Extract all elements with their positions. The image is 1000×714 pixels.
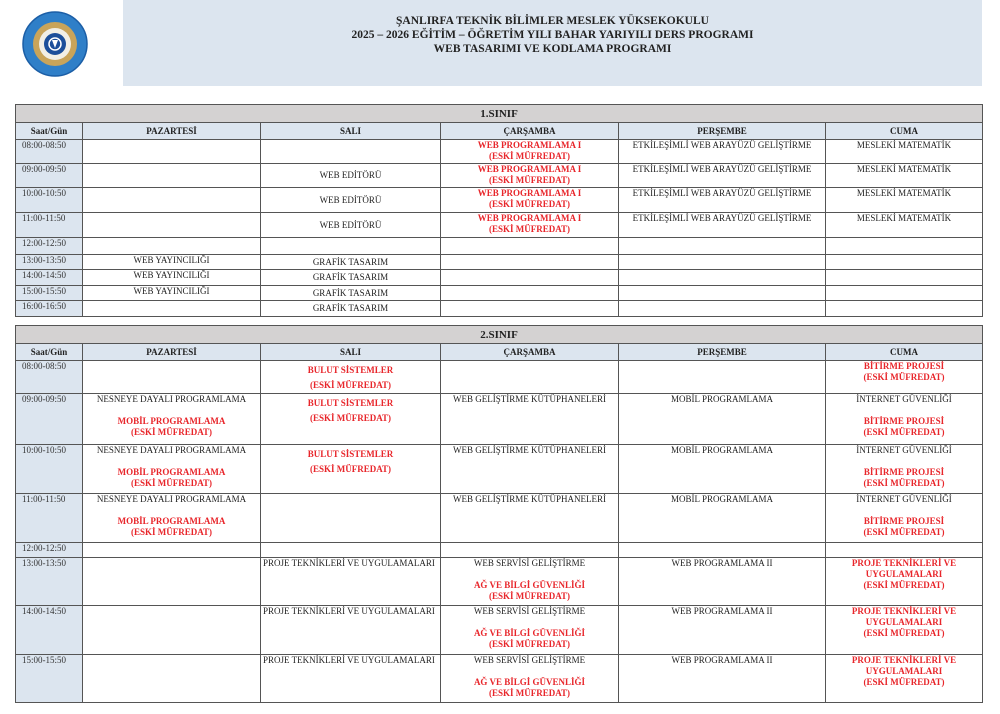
course-name-old-curriculum: PROJE TEKNİKLERİ VE: [851, 655, 957, 665]
cell-tuesday: [261, 213, 441, 238]
cell-tuesday: [261, 140, 441, 164]
time-slot: 12:00-12:50: [16, 238, 83, 255]
table-row: [16, 606, 983, 655]
time-slot: 11:00-11:50: [16, 213, 83, 238]
cell-friday: [826, 164, 983, 188]
course-name: WEB SERVİSİ GELİŞTİRME: [473, 558, 586, 568]
cell-friday: [826, 286, 983, 301]
course-name: MOBİL PROGRAMLAMA: [671, 445, 773, 455]
cell-friday: [826, 255, 983, 270]
table-row: [16, 361, 983, 394]
course-name-old-curriculum: (ESKİ MÜFREDAT): [863, 427, 945, 437]
line-spacer: [443, 666, 616, 677]
course-name: PROJE TEKNİKLERİ VE UYGULAMALARI: [263, 606, 435, 616]
course-name: ETKİLEŞİMLİ WEB ARAYÜZÜ GELİŞTİRME: [632, 213, 812, 223]
cell-thursday: [619, 361, 826, 394]
course-name: GRAFİK TASARIM: [312, 303, 389, 313]
course-name: NESNEYE DAYALI PROGRAMLAMA: [96, 394, 247, 404]
table-row: [16, 140, 983, 164]
course-name-old-curriculum: (ESKİ MÜFREDAT): [488, 639, 571, 649]
time-slot: 09:00-09:50: [16, 394, 83, 445]
cell-friday: [826, 394, 983, 445]
line-spacer: [85, 505, 258, 516]
course-name: İNTERNET GÜVENLİĞİ: [856, 494, 952, 504]
header-line-institution: ŞANLIRFA TEKNİK BİLİMLER MESLEK YÜKSEKOKULU: [396, 15, 709, 27]
course-name: ETKİLEŞİMLİ WEB ARAYÜZÜ GELİŞTİRME: [632, 140, 812, 150]
course-name: WEB YAYINCILIĞI: [133, 286, 210, 296]
course-name: İNTERNET GÜVENLİĞİ: [856, 445, 952, 455]
cell-wednesday: [441, 188, 619, 213]
course-name: WEB EDİTÖRÜ: [319, 194, 382, 205]
cell-thursday: [619, 188, 826, 213]
time-slot: 14:00-14:50: [16, 270, 83, 286]
course-name: WEB YAYINCILIĞI: [133, 255, 210, 265]
cell-monday: [83, 188, 261, 213]
course-name: MESLEKİ MATEMATİK: [856, 213, 952, 223]
course-name-old-curriculum: (ESKİ MÜFREDAT): [863, 677, 945, 687]
cell-wednesday: [441, 394, 619, 445]
cell-monday: [83, 255, 261, 270]
course-name-old-curriculum: BULUT SİSTEMLER: [307, 449, 394, 459]
course-name: PROJE TEKNİKLERİ VE UYGULAMALARI: [263, 655, 435, 665]
cell-friday: [826, 213, 983, 238]
course-name-old-curriculum: (ESKİ MÜFREDAT): [130, 478, 213, 488]
course-name-old-curriculum: (ESKİ MÜFREDAT): [488, 151, 571, 161]
course-name: WEB GELİŞTİRME KÜTÜPHANELERİ: [453, 394, 606, 404]
cell-monday: [83, 270, 261, 286]
course-name-old-curriculum: (ESKİ MÜFREDAT): [863, 372, 945, 382]
course-name-old-curriculum: (ESKİ MÜFREDAT): [863, 478, 945, 488]
cell-tuesday: [261, 164, 441, 188]
line-spacer: [85, 456, 258, 467]
course-name-old-curriculum: PROJE TEKNİKLERİ VE: [851, 558, 957, 568]
cell-thursday: [619, 238, 826, 255]
table-row: [16, 238, 983, 255]
cell-monday: [83, 301, 261, 317]
course-name-old-curriculum: (ESKİ MÜFREDAT): [309, 464, 392, 474]
cell-thursday: [619, 301, 826, 317]
course-name-old-curriculum: MOBİL PROGRAMLAMA: [117, 416, 226, 426]
course-name-old-curriculum: BULUT SİSTEMLER: [307, 365, 394, 375]
course-name-old-curriculum: WEB PROGRAMLAMA I: [477, 140, 582, 150]
course-name-old-curriculum: (ESKİ MÜFREDAT): [863, 527, 945, 537]
line-spacer: [828, 505, 980, 516]
cell-friday: [826, 270, 983, 286]
col-header-friday: CUMA: [826, 344, 983, 361]
cell-tuesday: [261, 543, 441, 558]
line-spacer: [443, 569, 616, 580]
cell-tuesday: [261, 361, 441, 394]
cell-thursday: [619, 558, 826, 606]
cell-wednesday: [441, 255, 619, 270]
course-name: WEB EDİTÖRÜ: [319, 170, 382, 180]
course-name: İNTERNET GÜVENLİĞİ: [856, 394, 952, 404]
col-header-tuesday: SALI: [261, 123, 441, 140]
course-name-old-curriculum: MOBİL PROGRAMLAMA: [117, 516, 226, 526]
course-name: WEB PROGRAMLAMA II: [671, 558, 773, 568]
cell-friday: [826, 140, 983, 164]
table-row: [16, 394, 983, 445]
course-name-old-curriculum: (ESKİ MÜFREDAT): [309, 413, 392, 423]
cell-wednesday: [441, 301, 619, 317]
cell-monday: [83, 606, 261, 655]
cell-monday: [83, 655, 261, 703]
table-row: [16, 270, 983, 286]
time-slot: 08:00-08:50: [16, 361, 83, 394]
cell-thursday: [619, 394, 826, 445]
course-name-old-curriculum: (ESKİ MÜFREDAT): [130, 527, 213, 537]
time-slot: 15:00-15:50: [16, 286, 83, 301]
table-row: [16, 255, 983, 270]
cell-friday: [826, 445, 983, 494]
time-slot: 08:00-08:50: [16, 140, 83, 164]
cell-tuesday: [261, 238, 441, 255]
course-name: ETKİLEŞİMLİ WEB ARAYÜZÜ GELİŞTİRME: [632, 188, 812, 198]
table-row: [16, 543, 983, 558]
cell-wednesday: [441, 543, 619, 558]
course-name: NESNEYE DAYALI PROGRAMLAMA: [96, 445, 247, 455]
table-row: [16, 286, 983, 301]
table-row: [16, 188, 983, 213]
course-name-old-curriculum: AĞ VE BİLGİ GÜVENLİĞİ: [473, 580, 586, 590]
time-slot: 10:00-10:50: [16, 188, 83, 213]
table-row: [16, 655, 983, 703]
cell-thursday: [619, 655, 826, 703]
cell-tuesday: [261, 494, 441, 543]
course-name-old-curriculum: BİTİRME PROJESİ: [863, 361, 945, 371]
cell-monday: [83, 361, 261, 394]
course-name-old-curriculum: WEB PROGRAMLAMA I: [477, 164, 582, 174]
time-slot: 13:00-13:50: [16, 255, 83, 270]
course-name-old-curriculum: BİTİRME PROJESİ: [863, 416, 945, 426]
line-spacer: [85, 405, 258, 416]
class2-title: 2.SINIF: [16, 326, 983, 344]
col-header-monday: PAZARTESİ: [83, 344, 261, 361]
course-name: MOBİL PROGRAMLAMA: [671, 494, 773, 504]
col-header-time: Saat/Gün: [16, 344, 83, 361]
time-slot: 14:00-14:50: [16, 606, 83, 655]
course-name: WEB GELİŞTİRME KÜTÜPHANELERİ: [453, 445, 606, 455]
cell-friday: [826, 361, 983, 394]
cell-thursday: [619, 543, 826, 558]
col-header-monday: PAZARTESİ: [83, 123, 261, 140]
cell-monday: [83, 394, 261, 445]
cell-monday: [83, 494, 261, 543]
course-name-old-curriculum: (ESKİ MÜFREDAT): [488, 199, 571, 209]
class1-title: 1.SINIF: [16, 105, 983, 123]
course-name-old-curriculum: (ESKİ MÜFREDAT): [488, 175, 571, 185]
table-row: [16, 164, 983, 188]
cell-tuesday: [261, 270, 441, 286]
course-name-old-curriculum: PROJE TEKNİKLERİ VE: [851, 606, 957, 616]
course-name: WEB PROGRAMLAMA II: [671, 606, 773, 616]
cell-wednesday: [441, 494, 619, 543]
cell-tuesday: [261, 606, 441, 655]
cell-monday: [83, 543, 261, 558]
cell-thursday: [619, 213, 826, 238]
cell-thursday: [619, 606, 826, 655]
cell-wednesday: [441, 361, 619, 394]
line-spacer: [443, 617, 616, 628]
table-row: [16, 494, 983, 543]
university-logo: [22, 4, 88, 84]
cell-thursday: [619, 255, 826, 270]
cell-friday: [826, 543, 983, 558]
cell-monday: [83, 213, 261, 238]
course-name-old-curriculum: MOBİL PROGRAMLAMA: [117, 467, 226, 477]
course-name-old-curriculum: BULUT SİSTEMLER: [307, 398, 394, 408]
time-slot: 11:00-11:50: [16, 494, 83, 543]
course-name-old-curriculum: (ESKİ MÜFREDAT): [130, 427, 213, 437]
line-spacer: [828, 405, 980, 416]
course-name-old-curriculum: UYGULAMALARI: [865, 617, 943, 627]
cell-friday: [826, 494, 983, 543]
course-name: MESLEKİ MATEMATİK: [856, 140, 952, 150]
cell-wednesday: [441, 606, 619, 655]
cell-wednesday: [441, 238, 619, 255]
course-name-old-curriculum: AĞ VE BİLGİ GÜVENLİĞİ: [473, 628, 586, 638]
cell-monday: [83, 445, 261, 494]
col-header-wednesday: ÇARŞAMBA: [441, 123, 619, 140]
course-name: NESNEYE DAYALI PROGRAMLAMA: [96, 494, 247, 504]
cell-friday: [826, 188, 983, 213]
course-name-old-curriculum: (ESKİ MÜFREDAT): [488, 224, 571, 234]
course-name: MESLEKİ MATEMATİK: [856, 164, 952, 174]
course-name: GRAFİK TASARIM: [312, 272, 389, 282]
course-name: WEB YAYINCILIĞI: [133, 270, 210, 280]
header-line-term: 2025 – 2026 EĞİTİM – ÖĞRETİM YILI BAHAR YARIYILI DERS PROGRAMI: [351, 29, 754, 41]
time-slot: 16:00-16:50: [16, 301, 83, 317]
table-row: [16, 213, 983, 238]
col-header-thursday: PERŞEMBE: [619, 123, 826, 140]
cell-monday: [83, 558, 261, 606]
cell-wednesday: [441, 286, 619, 301]
course-name: GRAFİK TASARIM: [312, 256, 389, 267]
course-name: MESLEKİ MATEMATİK: [856, 188, 952, 198]
cell-friday: [826, 558, 983, 606]
col-header-thursday: PERŞEMBE: [619, 344, 826, 361]
header-line-program: WEB TASARIMI VE KODLAMA PROGRAMI: [433, 43, 672, 55]
course-name: WEB EDİTÖRÜ: [319, 219, 382, 230]
cell-friday: [826, 606, 983, 655]
course-name-old-curriculum: (ESKİ MÜFREDAT): [309, 380, 392, 390]
cell-monday: [83, 164, 261, 188]
course-name: GRAFİK TASARIM: [312, 287, 389, 298]
time-slot: 09:00-09:50: [16, 164, 83, 188]
cell-thursday: [619, 164, 826, 188]
cell-thursday: [619, 270, 826, 286]
header-title: [123, 14, 982, 56]
course-name-old-curriculum: (ESKİ MÜFREDAT): [863, 580, 945, 590]
cell-tuesday: [261, 286, 441, 301]
cell-monday: [83, 238, 261, 255]
time-slot: 12:00-12:50: [16, 543, 83, 558]
cell-wednesday: [441, 164, 619, 188]
course-name-old-curriculum: WEB PROGRAMLAMA I: [477, 188, 582, 198]
cell-thursday: [619, 140, 826, 164]
cell-wednesday: [441, 270, 619, 286]
cell-wednesday: [441, 140, 619, 164]
col-header-tuesday: SALI: [261, 344, 441, 361]
table-row: [16, 445, 983, 494]
cell-tuesday: [261, 188, 441, 213]
time-slot: 10:00-10:50: [16, 445, 83, 494]
cell-wednesday: [441, 213, 619, 238]
course-name-old-curriculum: UYGULAMALARI: [865, 569, 943, 579]
course-name: WEB GELİŞTİRME KÜTÜPHANELERİ: [453, 494, 606, 504]
course-name-old-curriculum: AĞ VE BİLGİ GÜVENLİĞİ: [473, 677, 586, 687]
line-spacer: [828, 456, 980, 467]
cell-tuesday: [261, 301, 441, 317]
course-name-old-curriculum: (ESKİ MÜFREDAT): [488, 688, 571, 698]
course-name: WEB SERVİSİ GELİŞTİRME: [473, 606, 586, 616]
course-name: WEB PROGRAMLAMA II: [671, 655, 773, 665]
course-name-old-curriculum: WEB PROGRAMLAMA I: [477, 213, 582, 223]
class2-schedule-table: [15, 325, 983, 703]
course-name-old-curriculum: BİTİRME PROJESİ: [863, 467, 945, 477]
cell-tuesday: [261, 394, 441, 445]
cell-wednesday: [441, 558, 619, 606]
course-name-old-curriculum: (ESKİ MÜFREDAT): [488, 591, 571, 601]
course-name-old-curriculum: BİTİRME PROJESİ: [863, 516, 945, 526]
cell-thursday: [619, 494, 826, 543]
col-header-wednesday: ÇARŞAMBA: [441, 344, 619, 361]
time-slot: 15:00-15:50: [16, 655, 83, 703]
course-name: ETKİLEŞİMLİ WEB ARAYÜZÜ GELİŞTİRME: [632, 164, 812, 174]
cell-monday: [83, 286, 261, 301]
cell-wednesday: [441, 655, 619, 703]
cell-tuesday: [261, 558, 441, 606]
table-row: [16, 558, 983, 606]
time-slot: 13:00-13:50: [16, 558, 83, 606]
col-header-time: Saat/Gün: [16, 123, 83, 140]
cell-friday: [826, 238, 983, 255]
cell-tuesday: [261, 445, 441, 494]
course-name-old-curriculum: UYGULAMALARI: [865, 666, 943, 676]
course-name-old-curriculum: (ESKİ MÜFREDAT): [863, 628, 945, 638]
cell-thursday: [619, 286, 826, 301]
cell-tuesday: [261, 255, 441, 270]
course-name: MOBİL PROGRAMLAMA: [671, 394, 773, 404]
course-name: PROJE TEKNİKLERİ VE UYGULAMALARI: [263, 558, 435, 568]
cell-thursday: [619, 445, 826, 494]
table-row: [16, 301, 983, 317]
col-header-friday: CUMA: [826, 123, 983, 140]
cell-tuesday: [261, 655, 441, 703]
cell-monday: [83, 140, 261, 164]
course-name: WEB SERVİSİ GELİŞTİRME: [473, 655, 586, 665]
cell-wednesday: [441, 445, 619, 494]
cell-friday: [826, 655, 983, 703]
class1-schedule-table: [15, 104, 983, 317]
cell-friday: [826, 301, 983, 317]
